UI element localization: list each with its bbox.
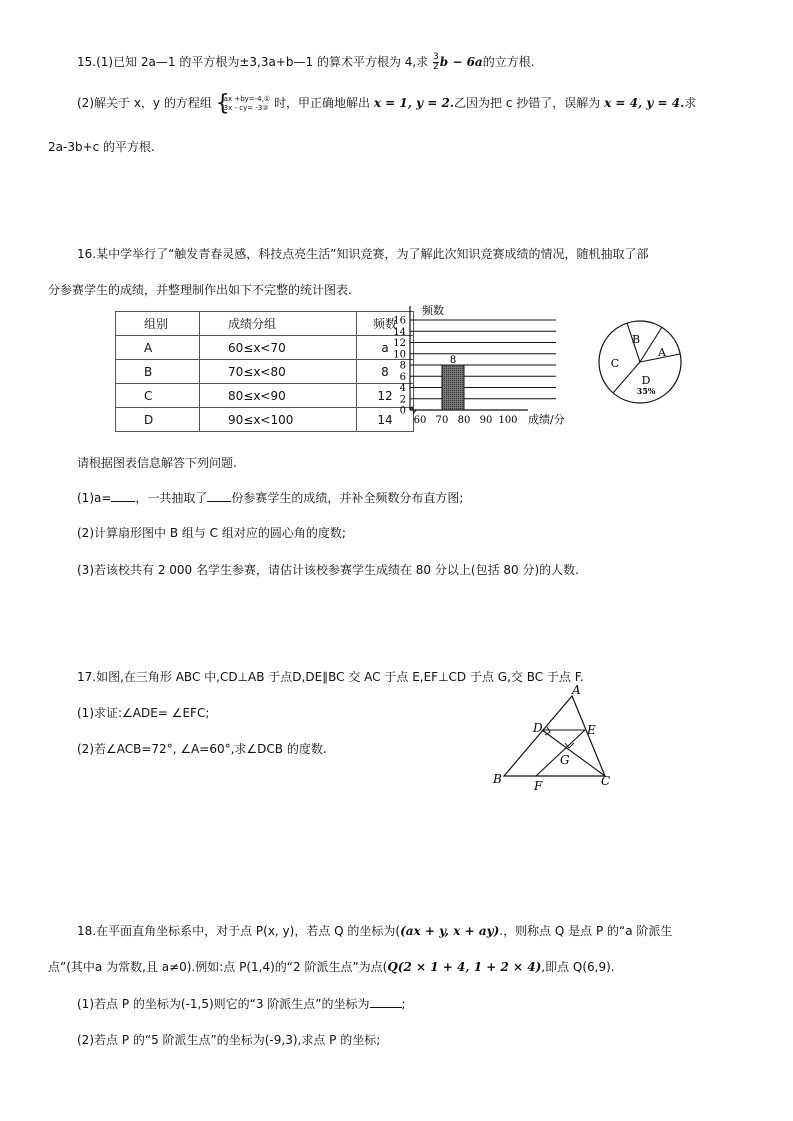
answer-blank[interactable] bbox=[111, 501, 135, 502]
solution-1: x = 1, y = 2. bbox=[373, 96, 454, 110]
q18-part2: (2)若点 P 的“5 阶派生点”的坐标为(-9,3),求点 P 的坐标; bbox=[77, 1033, 381, 1047]
table-cell: 14 bbox=[357, 408, 414, 432]
table-cell: 90≤x<100 bbox=[200, 408, 357, 432]
q18-line1 bbox=[77, 922, 672, 939]
label-f: F bbox=[534, 779, 543, 793]
q16-instruction: 请根据图表信息解答下列问题. bbox=[77, 456, 237, 470]
q15-line1 bbox=[77, 53, 535, 72]
table-cell: 8 bbox=[357, 360, 414, 384]
x-axis-label: 成绩/分 bbox=[528, 413, 565, 426]
table-cell: B bbox=[116, 360, 200, 384]
y-tick-label: 12 bbox=[393, 338, 406, 349]
table-cell: 70≤x<80 bbox=[200, 360, 357, 384]
q17-line3: (2)若∠ACB=72°, ∠A=60°,求∠DCB 的度数. bbox=[77, 742, 327, 756]
solution-2: x = 4, y = 4. bbox=[604, 96, 685, 110]
y-tick-label: 10 bbox=[393, 349, 406, 361]
q15-line1-text: 15.(1)已知 2a—1 的平方根为±3,3a+b—1 的算术平方根为 4,求 bbox=[77, 55, 429, 69]
q15-line2-mid2: 乙因为把 c 抄错了，误解为 bbox=[454, 96, 601, 110]
q18-line1-pre: 18.在平面直角坐标系中，对于点 P(x, y)，若点 Q 的坐标为( bbox=[77, 924, 401, 938]
histogram-bar bbox=[442, 365, 464, 410]
right-angle-mark bbox=[545, 727, 550, 735]
q15-line1-end: 的立方根. bbox=[482, 55, 535, 69]
q15-line2 bbox=[77, 90, 697, 116]
bar-value-label: 8 bbox=[449, 355, 457, 366]
x-tick-label: 100 bbox=[498, 415, 518, 426]
q15-line2-mid1: 时，甲正确地解出 bbox=[273, 96, 370, 110]
pie-label-a: A bbox=[658, 346, 666, 359]
pie-label-b: B bbox=[631, 333, 641, 346]
q16-part2: (2)计算扇形图中 B 组与 C 组对应的圆心角的度数; bbox=[77, 526, 346, 540]
table-header: 成绩分组 bbox=[200, 312, 357, 336]
label-d: D bbox=[533, 721, 543, 735]
q17-line2: (1)求证:∠ADE= ∠EFC; bbox=[77, 706, 210, 720]
q16-part3: (3)若该校共有 2 000 名学生参赛，请估计该校参赛学生成绩在 80 分以上(包括 80 分)的人数. bbox=[77, 563, 579, 577]
q18-example: Q(2 × 1 + 4, 1 + 2 × 4) bbox=[387, 960, 542, 974]
table-header-row bbox=[116, 312, 414, 336]
y-tick-label: 16 bbox=[393, 315, 406, 327]
table-cell: 12 bbox=[357, 384, 414, 408]
table-row bbox=[116, 336, 414, 360]
q15-line3: 2a-3b+c 的平方根. bbox=[48, 140, 155, 154]
table-cell: D bbox=[116, 408, 200, 432]
q18-line2-post: ,即点 Q(6,9). bbox=[541, 960, 615, 974]
pie-label-c: C bbox=[610, 357, 620, 370]
q16-part1 bbox=[77, 489, 463, 506]
equation-2: 3x - cy= -3② bbox=[223, 103, 269, 112]
x-tick-label: 90 bbox=[479, 415, 493, 426]
table-row bbox=[116, 384, 414, 408]
table-row bbox=[116, 360, 414, 384]
triangle-figure bbox=[490, 683, 620, 796]
q15-expression: b − 6a bbox=[439, 55, 483, 69]
q16-line1: 16.某中学举行了“触发青春灵感，科技点亮生活”知识竞赛，为了解此次知识竞赛成绩的情况，随机抽取了部 bbox=[77, 247, 649, 261]
q15-line2-end: 求 bbox=[684, 96, 697, 110]
x-tick-label: 80 bbox=[457, 415, 471, 426]
answer-blank[interactable] bbox=[207, 501, 231, 502]
equation-1: ax +by=-4,① bbox=[223, 94, 271, 103]
equation-system: { ax +by=-4,① 3x - cy= -3② bbox=[215, 90, 271, 116]
pie-percent-d: 35% bbox=[636, 386, 656, 396]
y-tick-label: 2 bbox=[399, 394, 406, 406]
q18-line1-post: .，则称点 Q 是点 P 的“a 阶派生 bbox=[499, 924, 673, 938]
table-cell: A bbox=[116, 336, 200, 360]
table-cell: C bbox=[116, 384, 200, 408]
label-c: C bbox=[601, 774, 611, 788]
answer-blank[interactable] bbox=[370, 1007, 402, 1008]
frequency-histogram bbox=[370, 300, 585, 430]
pie-label-d: D bbox=[641, 374, 651, 387]
q18-part1-text: (1)若点 P 的坐标为(-1,5)则它的“3 阶派生点”的坐标为 bbox=[77, 997, 370, 1011]
label-g: G bbox=[560, 753, 570, 767]
q18-part1-end: ; bbox=[401, 997, 406, 1011]
q18-line2-pre: 点”(其中a 为常数,且 a≠0).例如:点 P(1,4)的“2 阶派生点”为点( bbox=[48, 960, 388, 974]
y-tick-label: 6 bbox=[399, 371, 406, 383]
pie-chart bbox=[596, 318, 686, 408]
table-cell: 60≤x<70 bbox=[200, 336, 357, 360]
label-e: E bbox=[587, 723, 596, 737]
table-cell: 80≤x<90 bbox=[200, 384, 357, 408]
x-tick-label: 60 bbox=[413, 415, 427, 426]
q18-line2 bbox=[48, 958, 615, 975]
q16-part1-post: 份参赛学生的成绩，并补全频数分布直方图; bbox=[231, 491, 464, 505]
q16-part1-pre: (1)a= bbox=[77, 491, 112, 505]
label-b: B bbox=[493, 772, 502, 786]
y-tick-label: 0 bbox=[399, 405, 406, 417]
q17-line1: 17.如图,在三角形 ABC 中,CD⊥AB 于点D,DE∥BC 交 AC 于点 E,EF⊥CD 于点 G,交 BC 于点 F. bbox=[77, 670, 584, 684]
y-tick-label: 4 bbox=[399, 383, 406, 394]
table-row bbox=[116, 408, 414, 432]
table-cell: a bbox=[357, 336, 414, 360]
y-tick-label: 8 bbox=[399, 360, 406, 372]
q18-formula: (ax + y, x + ay) bbox=[400, 924, 500, 938]
table-header: 组别 bbox=[116, 312, 200, 336]
q18-part1 bbox=[77, 995, 406, 1012]
q16-line2: 分参赛学生的成绩，并整理制作出如下不完整的统计图表. bbox=[48, 283, 352, 297]
x-tick-label: 70 bbox=[435, 415, 449, 426]
table-header: 频数 bbox=[357, 312, 414, 336]
q15-line2-text: (2)解关于 x，y 的方程组 bbox=[77, 96, 212, 110]
q16-part1-mid: ，一共抽取了 bbox=[135, 491, 208, 505]
y-tick-label: 14 bbox=[393, 326, 406, 338]
fraction: $\frac{3}{2}$ bbox=[433, 52, 439, 72]
label-a: A bbox=[572, 683, 581, 697]
y-axis-label: 频数 bbox=[422, 304, 444, 317]
